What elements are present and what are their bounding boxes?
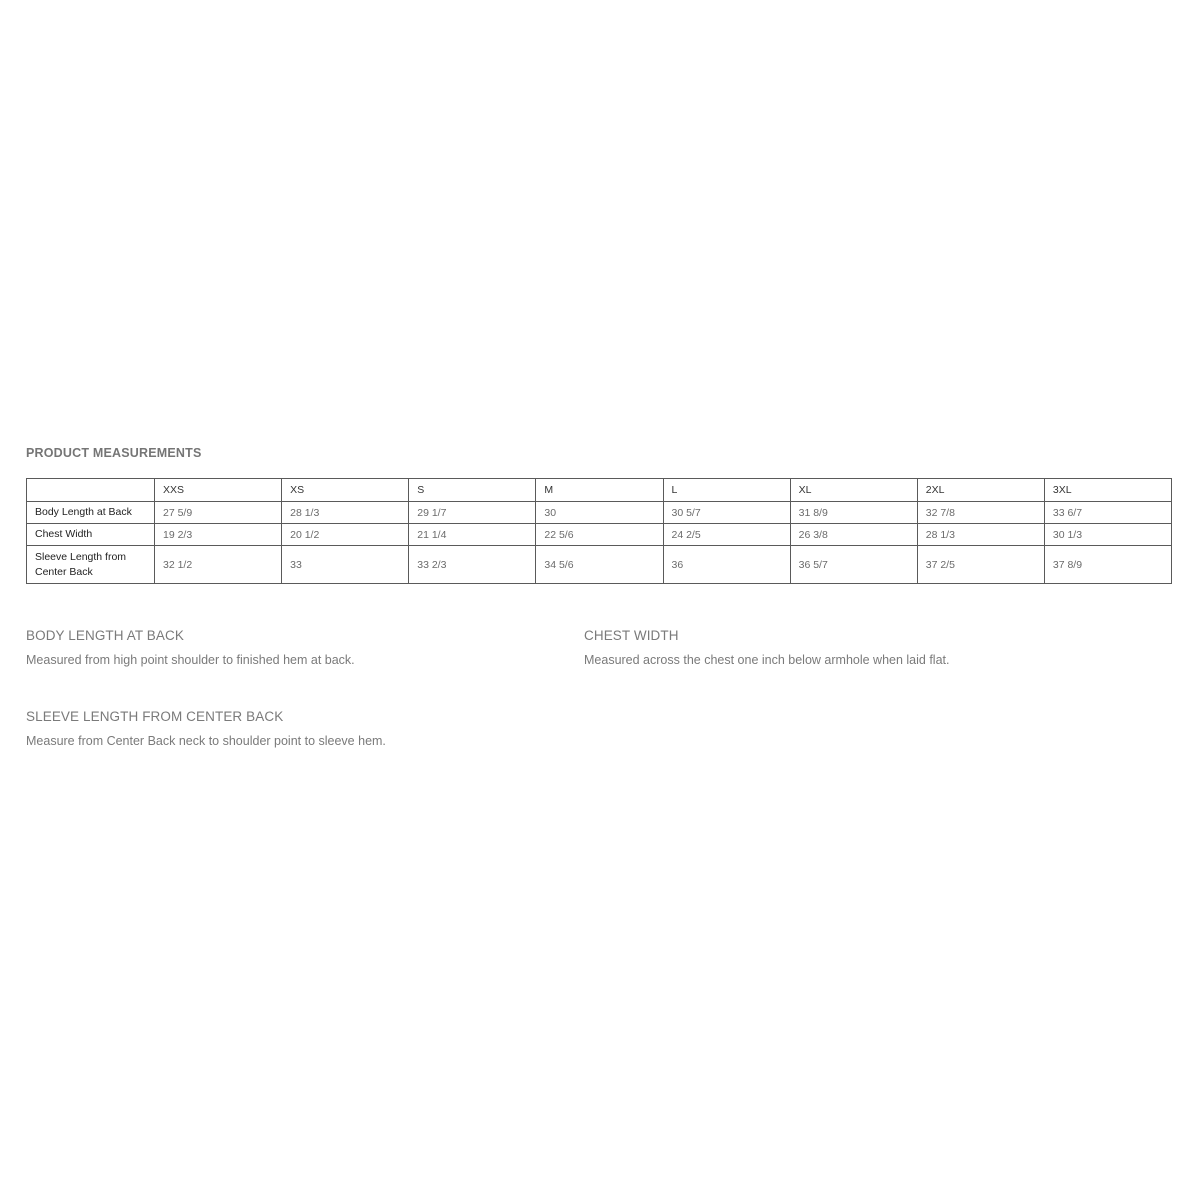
table-cell: 30 5/7: [663, 502, 790, 524]
definition-title: CHEST WIDTH: [584, 628, 679, 643]
body-length-definition: [26, 628, 546, 667]
table-cell: 34 5/6: [536, 546, 663, 584]
table-cell: 28 1/3: [917, 524, 1044, 546]
row-label: Body Length at Back: [27, 502, 155, 524]
chest-width-definition: [584, 628, 1104, 667]
table-row: [27, 546, 1172, 584]
column-header: XL: [790, 479, 917, 502]
table-cell: 20 1/2: [282, 524, 409, 546]
table-cell: 36: [663, 546, 790, 584]
column-header: L: [663, 479, 790, 502]
table-row: [27, 502, 1172, 524]
table-cell: 22 5/6: [536, 524, 663, 546]
row-label: Chest Width: [27, 524, 155, 546]
section-title: PRODUCT MEASUREMENTS: [26, 446, 202, 460]
row-label: Sleeve Length from Center Back: [27, 546, 155, 584]
table-cell: 33: [282, 546, 409, 584]
table-cell: 26 3/8: [790, 524, 917, 546]
table-cell: 32 7/8: [917, 502, 1044, 524]
header-empty-cell: [27, 479, 155, 502]
table-cell: 19 2/3: [155, 524, 282, 546]
table-cell: 21 1/4: [409, 524, 536, 546]
table-cell: 33 2/3: [409, 546, 536, 584]
column-header: XXS: [155, 479, 282, 502]
table-cell: 37 8/9: [1044, 546, 1171, 584]
table-cell: 36 5/7: [790, 546, 917, 584]
table-cell: 28 1/3: [282, 502, 409, 524]
definition-title: SLEEVE LENGTH FROM CENTER BACK: [26, 709, 284, 724]
column-header: 3XL: [1044, 479, 1171, 502]
table-cell: 31 8/9: [790, 502, 917, 524]
table-cell: 33 6/7: [1044, 502, 1171, 524]
measurements-table: [26, 478, 1172, 584]
table-cell: 27 5/9: [155, 502, 282, 524]
table-cell: 32 1/2: [155, 546, 282, 584]
column-header: S: [409, 479, 536, 502]
definition-text: Measure from Center Back neck to shoulder point to sleeve hem.: [26, 734, 386, 748]
column-header: M: [536, 479, 663, 502]
table-cell: 30 1/3: [1044, 524, 1171, 546]
column-header: 2XL: [917, 479, 1044, 502]
table-row: [27, 524, 1172, 546]
sleeve-length-definition: [26, 709, 546, 748]
table-cell: 30: [536, 502, 663, 524]
table-cell: 29 1/7: [409, 502, 536, 524]
table-cell: 24 2/5: [663, 524, 790, 546]
column-header: XS: [282, 479, 409, 502]
table-cell: 37 2/5: [917, 546, 1044, 584]
table-header-row: [27, 479, 1172, 502]
definition-title: BODY LENGTH AT BACK: [26, 628, 184, 643]
definition-text: Measured from high point shoulder to finished hem at back.: [26, 653, 355, 667]
definition-text: Measured across the chest one inch below armhole when laid flat.: [584, 653, 950, 667]
